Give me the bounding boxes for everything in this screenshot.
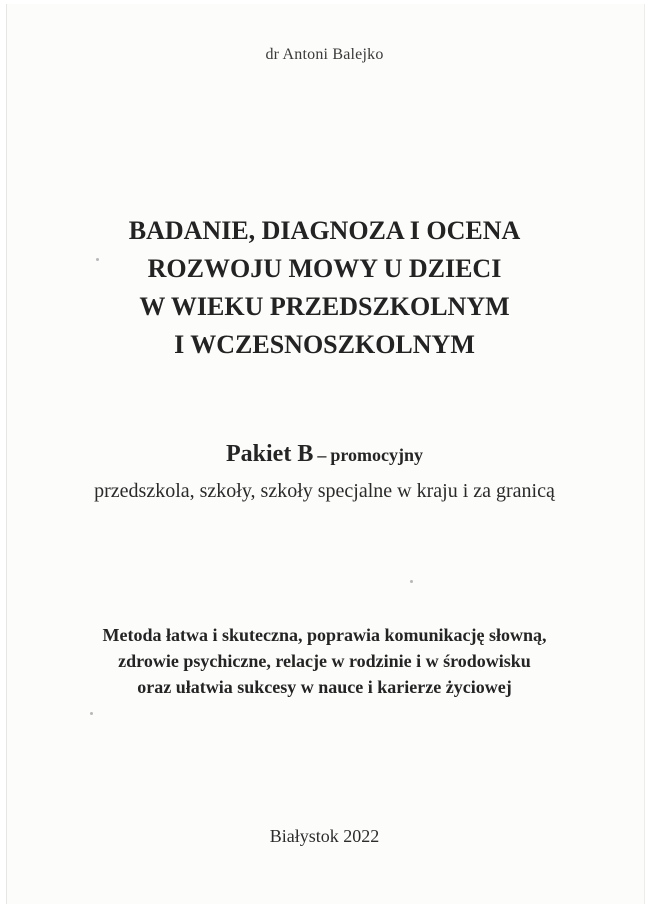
title-line: W WIEKU PRZEDSZKOLNYM <box>139 292 510 321</box>
paper-speck <box>410 580 413 583</box>
book-title <box>0 212 649 364</box>
description-line: zdrowie psychiczne, relacje w rodzinie i w środowisku <box>118 651 531 671</box>
title-line: I WCZESNOSZKOLNYM <box>174 330 475 359</box>
paper-speck <box>90 712 93 715</box>
method-description <box>0 622 649 700</box>
description-line: oraz ułatwia sukcesy w nauce i karierze życiowej <box>137 677 512 697</box>
package-audience: przedszkola, szkoły, szkoły specjalne w kraju i za granicą <box>94 480 555 502</box>
package-separator: – <box>317 445 327 465</box>
package-name: Pakiet B <box>226 441 314 467</box>
title-line: ROZWOJU MOWY U DZIECI <box>147 254 502 283</box>
description-line: Metoda łatwa i skuteczna, poprawia komunikację słowną, <box>102 625 547 645</box>
place-and-year: Białystok 2022 <box>269 826 380 846</box>
package-heading <box>0 441 649 468</box>
package-type: promocyjny <box>330 445 423 465</box>
author-name: dr Antoni Balejko <box>265 46 384 63</box>
title-line: BADANIE, DIAGNOZA I OCENA <box>128 216 521 245</box>
